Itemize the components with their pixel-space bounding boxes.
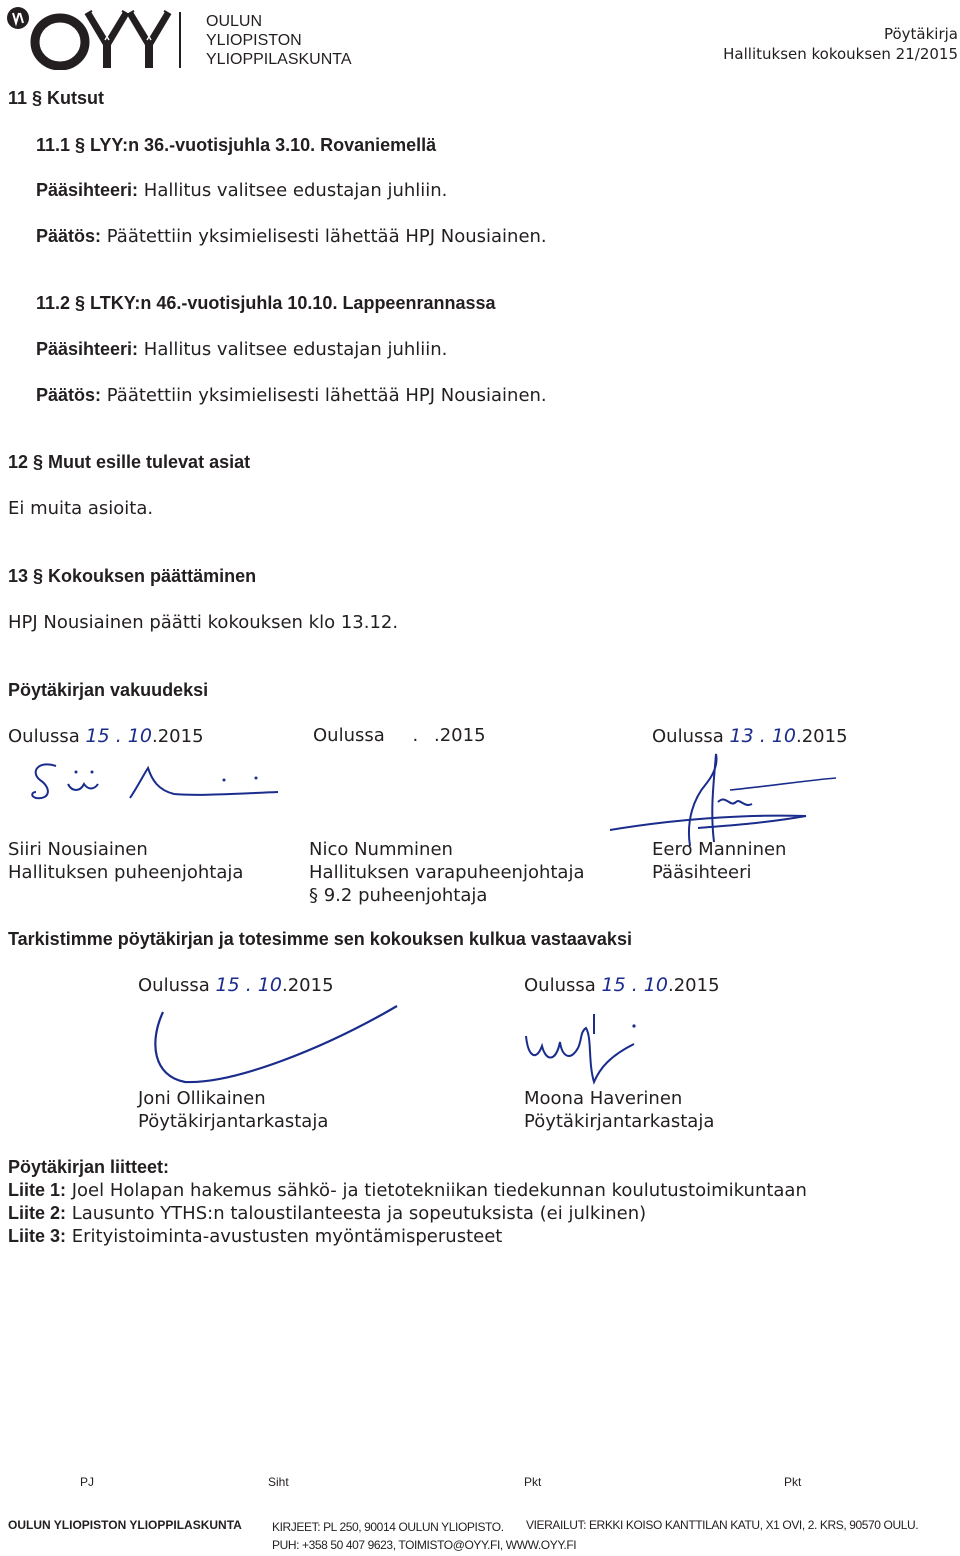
proposal-text: Hallitus valitsee edustajan juhliin. — [138, 180, 448, 201]
decision-label: Päätös: — [36, 385, 102, 405]
proposal-label: Pääsihteeri: — [36, 180, 139, 200]
handwritten-date: 15 . 10 — [215, 974, 282, 996]
year: .2015 — [433, 725, 486, 746]
attachment-3 — [8, 1225, 807, 1248]
signer-name: Eero Manninen — [652, 839, 787, 860]
section-12-text: Ei muita asioita. — [8, 498, 154, 519]
handwritten-date: 13 . 10 — [729, 725, 796, 747]
doc-info — [723, 24, 958, 64]
section-11-1-title: 11.1 § LYY:n 36.-vuotisjuhla 3.10. Rovaniemellä — [36, 135, 437, 155]
attachment-label: Liite 1: — [8, 1180, 67, 1200]
initials-pkt-2: Pkt — [784, 1475, 802, 1489]
reviewer-2 — [524, 1087, 714, 1133]
signer-name: Nico Numminen — [309, 839, 453, 860]
oyy-logo — [6, 6, 186, 70]
attestation-date-3 — [652, 725, 848, 747]
initials-siht: Siht — [268, 1475, 289, 1489]
blank-date: . — [412, 725, 419, 746]
section-11-2-proposal — [36, 339, 447, 360]
decision-text: Päätettiin yksimielisesti lähettää HPJ Nousiainen. — [101, 226, 547, 247]
attachments — [8, 1156, 807, 1248]
reviewer-name: Moona Haverinen — [524, 1088, 683, 1109]
doc-subtitle: Hallituksen kokouksen 21/2015 — [723, 45, 958, 63]
attachment-text: Joel Holapan hakemus sähkö- ja tietotekniikan tiedekunnan koulutustoimikuntaan — [66, 1180, 807, 1201]
signer-role: Hallituksen puheenjohtaja — [8, 862, 244, 883]
org-name — [206, 12, 352, 69]
attachment-label: Liite 2: — [8, 1203, 67, 1223]
initials-pj: PJ — [80, 1475, 95, 1489]
attachment-label: Liite 3: — [8, 1226, 67, 1246]
attachment-text: Lausunto YTHS:n taloustilanteesta ja sopeutuksista (ei julkinen) — [66, 1203, 647, 1224]
handwritten-date: 15 . 10 — [85, 725, 152, 747]
org-line-3: YLIOPPILASKUNTA — [206, 51, 352, 68]
section-13-title: 13 § Kokouksen päättäminen — [8, 566, 257, 586]
place: Oulussa — [313, 725, 385, 746]
footer-org: OULUN YLIOPISTON YLIOPPILASKUNTA — [8, 1518, 242, 1532]
footer-mail-address: KIRJEET: PL 250, 90014 OULUN YLIOPISTO. — [272, 1520, 504, 1534]
review-date-2 — [524, 974, 720, 996]
section-12-title: 12 § Muut esille tulevat asiat — [8, 452, 251, 472]
signer-3 — [652, 838, 786, 884]
attachment-1 — [8, 1179, 807, 1202]
section-11-1-proposal — [36, 180, 447, 201]
section-11-title: 11 § Kutsut — [8, 88, 105, 108]
review-title: Tarkistimme pöytäkirjan ja totesimme sen kokouksen kulkua vastaavaksi — [8, 929, 632, 949]
place: Oulussa — [8, 726, 80, 747]
reviewer-role: Pöytäkirjantarkastaja — [138, 1111, 329, 1132]
place: Oulussa — [652, 726, 724, 747]
place: Oulussa — [524, 975, 596, 996]
review-date-1 — [138, 974, 334, 996]
signer-1 — [8, 838, 243, 884]
section-11-2-title: 11.2 § LTKY:n 46.-vuotisjuhla 10.10. Lappeenrannassa — [36, 293, 496, 313]
year: .2015 — [282, 975, 334, 996]
footer-visit-address: VIERAILUT: ERKKI KOISO KANTTILAN KATU, X1 OVI, 2. KRS, 90570 OULU. — [526, 1518, 919, 1532]
section-11-2-decision — [36, 385, 547, 406]
signer-2 — [309, 838, 585, 907]
footer-phone-web: PUH: +358 50 407 9623, TOIMISTO@OYY.FI, WWW.OYY.FI — [272, 1538, 577, 1552]
initials-pkt-1: Pkt — [524, 1475, 542, 1489]
attestation-date-2 — [313, 725, 486, 746]
year: .2015 — [668, 975, 720, 996]
signer-role-extra: § 9.2 puheenjohtaja — [309, 885, 488, 906]
doc-type: Pöytäkirja — [883, 25, 958, 43]
reviewer-name: Joni Ollikainen — [138, 1088, 266, 1109]
year: .2015 — [152, 726, 204, 747]
reviewer-role: Pöytäkirjantarkastaja — [524, 1111, 715, 1132]
reviewer-1 — [138, 1087, 328, 1133]
attestation-date-1 — [8, 725, 204, 747]
signature-joni — [145, 1002, 405, 1092]
proposal-text: Hallitus valitsee edustajan juhliin. — [138, 339, 448, 360]
decision-label: Päätös: — [36, 226, 102, 246]
section-11-1-decision — [36, 226, 547, 247]
place: Oulussa — [138, 975, 210, 996]
attachment-2 — [8, 1202, 807, 1225]
org-line-1: OULUN — [206, 13, 263, 30]
section-13-text: HPJ Nousiainen päätti kokouksen klo 13.12. — [8, 612, 399, 633]
attachment-text: Erityistoiminta-avustusten myöntämisperusteet — [66, 1226, 503, 1247]
attestation-title: Pöytäkirjan vakuudeksi — [8, 680, 209, 700]
signer-role: Hallituksen varapuheenjohtaja — [309, 862, 585, 883]
decision-text: Päätettiin yksimielisesti lähettää HPJ Nousiainen. — [101, 385, 547, 406]
attachments-title: Pöytäkirjan liitteet: — [8, 1157, 170, 1177]
proposal-label: Pääsihteeri: — [36, 339, 139, 359]
signature-siiri — [28, 758, 288, 808]
org-line-2: YLIOPISTON — [206, 32, 302, 49]
signature-moona — [522, 1008, 662, 1088]
handwritten-date: 15 . 10 — [601, 974, 668, 996]
signer-name: Siiri Nousiainen — [8, 839, 148, 860]
signer-role: Pääsihteeri — [652, 862, 752, 883]
year: .2015 — [796, 726, 848, 747]
